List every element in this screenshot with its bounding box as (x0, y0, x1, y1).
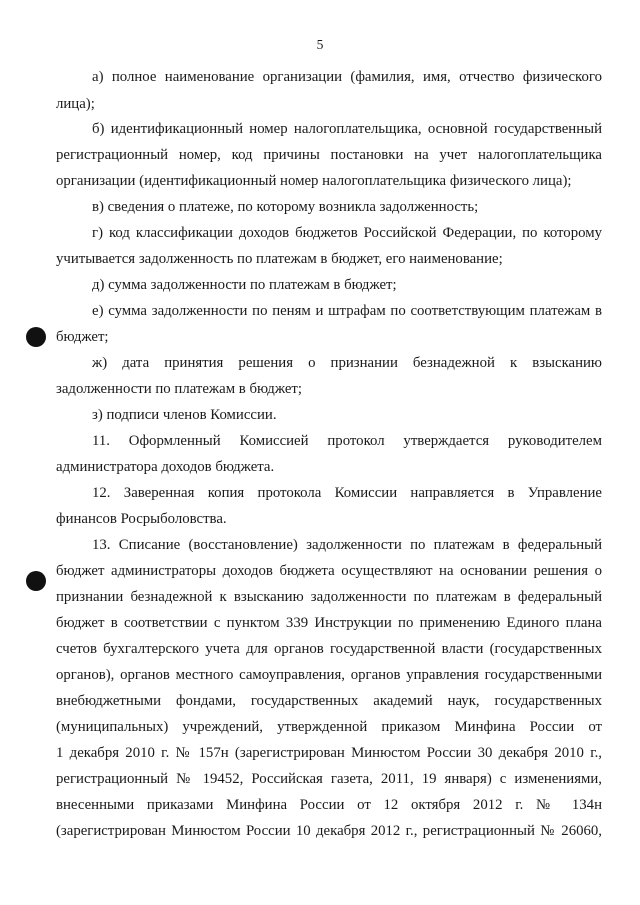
page-number: 5 (316, 37, 324, 52)
text-line: администратора доходов бюджета. (56, 459, 275, 475)
text-line: регистрационный номер, код причины постановки на учет налогоплательщика (56, 147, 602, 163)
text-line: а) полное наименование организации (фамилия, имя, отчество физического (92, 69, 602, 85)
text-line: финансов Росрыболовства. (56, 511, 227, 527)
punch-hole-mark (26, 571, 46, 591)
text-line: (зарегистрирован Минюстом России 10 декабря 2012 г., регистрационный № 26060, (56, 823, 602, 839)
text-line: з) подписи членов Комиссии. (92, 407, 277, 423)
text-line: бюджет администраторы доходов бюджета осуществляют на основании решения о (56, 563, 602, 579)
text-line: внебюджетными фондами, государственных академий наук, государственных (56, 693, 602, 709)
text-line: б) идентификационный номер налогоплательщика, основной государственный (92, 121, 602, 137)
text-line: 1 декабря 2010 г. № 157н (зарегистрирован Минюстом России 30 декабря 2010 г., (56, 745, 602, 761)
text-line: признании безнадежной к взысканию задолженности по платежам в федеральный (56, 589, 602, 605)
text-line: организации (идентификационный номер налогоплательщика физического лица); (56, 173, 572, 189)
text-line: 12. Заверенная копия протокола Комиссии направляется в Управление (92, 485, 602, 501)
text-line: внесенными приказами Минфина России от 12 октября 2012 г. № 134н (56, 797, 602, 813)
text-line: е) сумма задолженности по пеням и штрафам по соответствующим платежам в (92, 303, 602, 319)
text-line: г) код классификации доходов бюджетов Российской Федерации, по которому (92, 225, 602, 241)
text-line: в) сведения о платеже, по которому возникла задолженность; (92, 199, 479, 215)
text-line: лица); (56, 96, 95, 112)
text-line: ж) дата принятия решения о признании безнадежной к взысканию (92, 355, 602, 371)
text-line: д) сумма задолженности по платежам в бюджет; (92, 277, 397, 293)
text-line: бюджет в соответствии с пунктом 339 Инструкции по применению Единого плана (56, 615, 602, 631)
text-line: задолженности по платежам в бюджет; (56, 381, 302, 397)
text-line: органов), органов местного самоуправления, органов управления государственными (56, 667, 602, 683)
text-line: 11. Оформленный Комиссией протокол утверждается руководителем (92, 433, 602, 449)
text-line: счетов бухгалтерского учета для органов государственной власти (государственных (56, 641, 602, 657)
punch-hole-mark (26, 327, 46, 347)
text-line: бюджет; (56, 329, 109, 345)
text-line: учитывается задолженность по платежам в бюджет, его наименование; (56, 251, 503, 267)
text-line: 13. Списание (восстановление) задолженности по платежам в федеральный (92, 537, 602, 553)
text-line: (муниципальных) учреждений, утвержденной приказом Минфина России от (56, 719, 602, 735)
text-line: регистрационный № 19452, Российская газета, 2011, 19 января) с изменениями, (56, 771, 602, 787)
